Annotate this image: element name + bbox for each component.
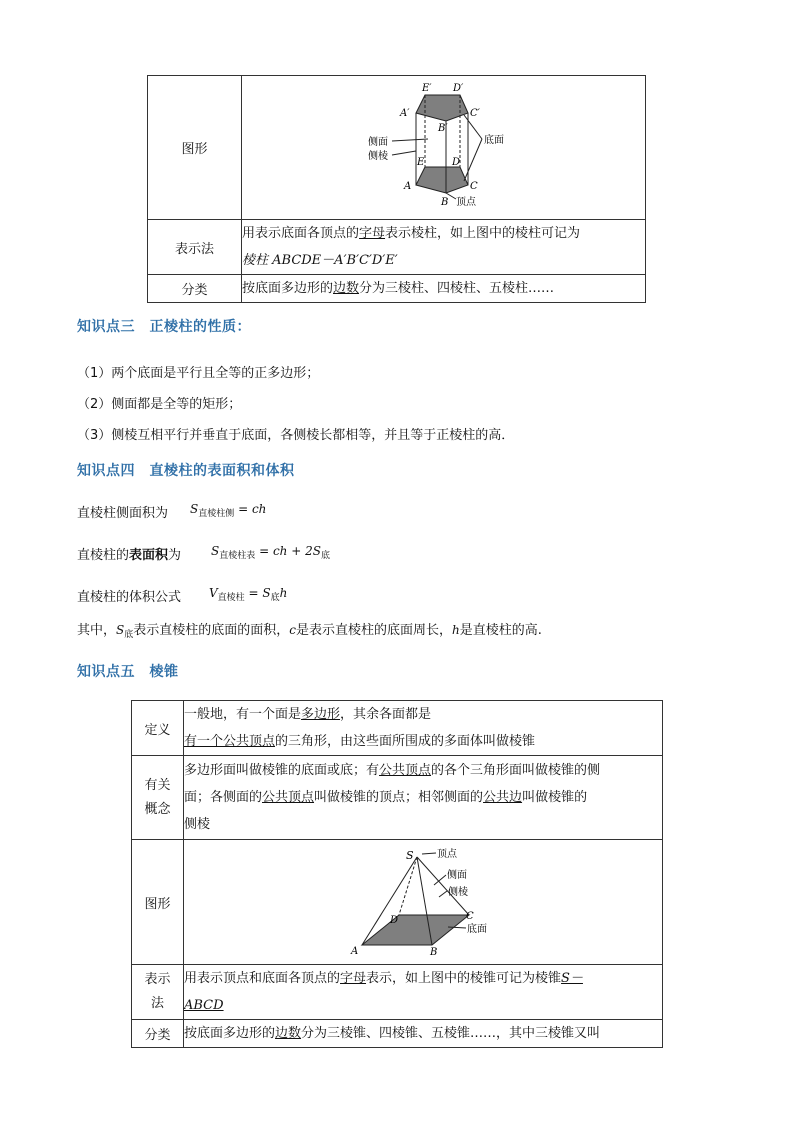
pyramid-label-a: A <box>351 945 359 957</box>
pyramid-definition: 一般地，有一个面是多边形，其余各面都是 有一个公共顶点的三角形，由这些面所围成的多面体叫做棱锥 <box>184 701 663 756</box>
pyramid-class-blank-edges: 边数 <box>275 1025 302 1041</box>
lateral-area-label: 直棱柱侧面积为 <box>77 506 169 521</box>
pyramid-notation: 用表示顶点和底面各顶点的字母表示，如上图中的棱锥可记为棱锥S－ ABCD <box>184 965 663 1020</box>
concept-blank-3: 公共边 <box>483 790 523 805</box>
section3-item-2: （2）侧面都是全等的矩形； <box>77 397 242 412</box>
pyramid-class-text: 按底面多边形的边数分为三棱锥、四棱锥、五棱锥……，其中三棱锥又叫 <box>184 1020 663 1048</box>
pyramid-concepts: 多边形面叫做棱锥的底面或底；有公共顶点的各个三角形面叫做棱锥的侧 面；各侧面的公共顶点叫做棱锥的顶点；相邻侧面的公共边叫做棱锥的 侧棱 <box>184 756 663 840</box>
surface-area-label: 直棱柱的表面积为 <box>77 548 182 563</box>
prism-figure <box>242 77 645 219</box>
pyramid-label-vertex: 顶点 <box>437 848 457 860</box>
prism-figure-cell <box>242 76 646 220</box>
def-blank-common-vertex: 有一个公共顶点 <box>184 734 276 749</box>
concept-blank-2: 公共顶点 <box>262 790 315 805</box>
pyramid-label-base: 底面 <box>467 923 487 935</box>
pyramid-notation-example-b: ABCD <box>184 998 224 1013</box>
prism-notation-text <box>242 220 646 275</box>
pyramid-label-side-edge: 侧棱 <box>448 886 468 898</box>
section5-heading: 知识点五 棱锥 <box>77 664 179 680</box>
prism-label-side-face: 侧面 <box>368 136 388 148</box>
surface-area-formula: $S_{直棱柱表}$ = ch + $2S_底$ <box>211 544 330 561</box>
notation-text-2: 表示棱柱，如上图中的棱柱可记为 <box>385 226 581 241</box>
pyramid-label-b: B <box>430 946 438 958</box>
concept-blank-1: 公共顶点 <box>379 763 432 778</box>
row-label-definition: 定义 <box>132 701 184 756</box>
prism-label-b-top: B′ <box>438 122 448 134</box>
volume-formula: $V_{直棱柱} = S_底h$ <box>209 586 288 603</box>
section4-heading: 知识点四 直棱柱的表面积和体积 <box>77 463 295 479</box>
notation-text-1: 用表示底面各顶点的 <box>242 226 360 241</box>
class-text-2: 分为三棱柱、四棱柱、五棱柱…… <box>359 280 555 296</box>
row-label-class: 分类 <box>148 275 242 303</box>
pyramid-label-d: D <box>390 914 399 926</box>
prism-label-e-bot: E <box>417 156 425 168</box>
row-label-notation: 表示法 <box>148 220 242 275</box>
class-text-1: 按底面多边形的 <box>242 280 334 296</box>
class-blank-edges: 边数 <box>333 280 360 296</box>
pyramid-label-s: S <box>406 848 414 862</box>
pyramid-notation-example-a: S－ <box>561 971 583 986</box>
row-label-pyramid-figure: 图形 <box>132 840 184 965</box>
row-label-figure: 图形 <box>148 76 242 220</box>
pyramid-label-side-face: 侧面 <box>447 869 467 881</box>
pyramid-table <box>131 700 663 1048</box>
prism-label-c-bot: C <box>470 180 478 192</box>
pyramid-figure <box>184 841 662 964</box>
prism-notation-example: 棱柱 ABCDE－A′B′C′D′E′ <box>242 253 398 268</box>
section3-heading: 知识点三 正棱柱的性质： <box>77 319 251 335</box>
prism-label-a-top: A′ <box>400 107 410 119</box>
prism-label-b-bot: B <box>441 196 449 208</box>
row-label-pyramid-notation: 表示 法 <box>132 965 184 1020</box>
prism-label-d-bot: D <box>452 156 461 168</box>
section3-item-3: （3）侧棱互相平行并垂直于底面，各侧棱长都相等，并且等于正棱柱的高． <box>77 428 515 443</box>
pyramid-notation-blank-letters: 字母 <box>340 971 367 986</box>
prism-label-vertex: 顶点 <box>456 196 476 208</box>
notation-blank-letters: 字母 <box>359 226 386 241</box>
prism-label-side-edge: 侧棱 <box>368 150 388 162</box>
pyramid-label-c: C <box>466 910 474 922</box>
prism-class-text <box>242 275 646 303</box>
prism-table <box>147 75 646 303</box>
prism-label-e-top: E′ <box>422 82 432 94</box>
def-blank-polygon: 多边形 <box>301 707 341 722</box>
prism-label-a-bot: A <box>404 180 412 192</box>
prism-label-base: 底面 <box>484 134 504 146</box>
pyramid-figure-cell <box>184 840 663 965</box>
row-label-pyramid-class: 分类 <box>132 1020 184 1048</box>
row-label-concepts: 有关 概念 <box>132 756 184 840</box>
volume-label: 直棱柱的体积公式 <box>77 590 182 605</box>
section4-note: 其中，$S_底$表示直棱柱的底面的面积，c是表示直棱柱的底面周长，h是直棱柱的高. <box>77 623 542 640</box>
lateral-area-formula: $S_{直棱柱侧}$ = ch <box>190 502 267 519</box>
prism-label-c-top: C′ <box>470 107 480 119</box>
prism-label-d-top: D′ <box>453 82 464 94</box>
section3-item-1: （1）两个底面是平行且全等的正多边形； <box>77 366 320 381</box>
